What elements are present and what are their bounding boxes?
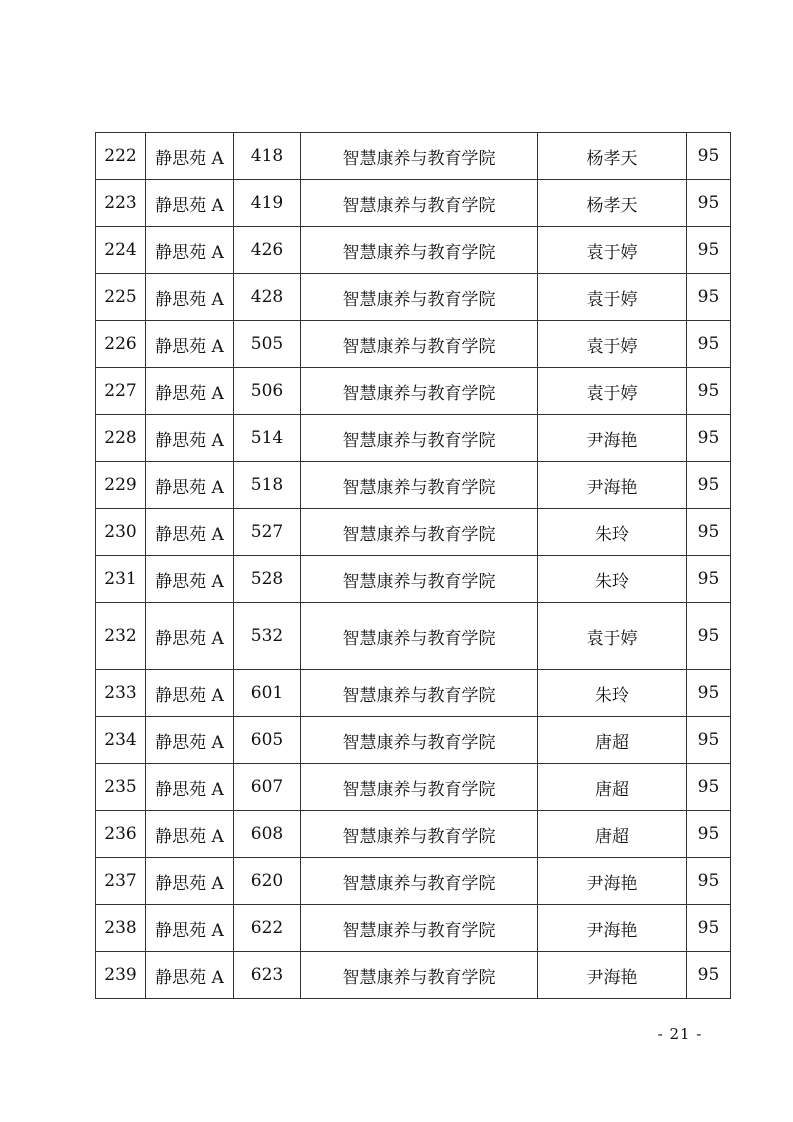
cell-person: 唐超 [538,811,687,858]
cell-number: 228 [96,415,146,462]
cell-person: 袁于婷 [538,603,687,670]
cell-building: 静思苑 A [146,670,234,717]
cell-building: 静思苑 A [146,415,234,462]
cell-score: 95 [687,368,731,415]
cell-college: 智慧康养与教育学院 [301,227,538,274]
cell-building: 静思苑 A [146,133,234,180]
cell-number: 233 [96,670,146,717]
table-row [96,952,731,999]
cell-score: 95 [687,274,731,321]
cell-building: 静思苑 A [146,603,234,670]
cell-person: 袁于婷 [538,321,687,368]
cell-room: 518 [234,462,301,509]
cell-person: 杨孝天 [538,133,687,180]
cell-room: 608 [234,811,301,858]
cell-score: 95 [687,952,731,999]
cell-person: 袁于婷 [538,227,687,274]
table-row [96,133,731,180]
table-row [96,670,731,717]
cell-number: 222 [96,133,146,180]
cell-number: 231 [96,556,146,603]
cell-room: 601 [234,670,301,717]
cell-score: 95 [687,603,731,670]
cell-person: 尹海艳 [538,952,687,999]
cell-room: 607 [234,764,301,811]
cell-college: 智慧康养与教育学院 [301,717,538,764]
cell-score: 95 [687,764,731,811]
cell-score: 95 [687,415,731,462]
table-row [96,180,731,227]
cell-score: 95 [687,717,731,764]
cell-college: 智慧康养与教育学院 [301,905,538,952]
cell-number: 239 [96,952,146,999]
cell-room: 419 [234,180,301,227]
cell-college: 智慧康养与教育学院 [301,952,538,999]
cell-college: 智慧康养与教育学院 [301,274,538,321]
cell-college: 智慧康养与教育学院 [301,462,538,509]
cell-room: 418 [234,133,301,180]
cell-building: 静思苑 A [146,764,234,811]
table-row [96,905,731,952]
table-body [96,133,731,999]
table-row [96,509,731,556]
cell-room: 514 [234,415,301,462]
table-row [96,274,731,321]
table-row [96,764,731,811]
cell-building: 静思苑 A [146,811,234,858]
cell-score: 95 [687,462,731,509]
cell-score: 95 [687,811,731,858]
cell-score: 95 [687,556,731,603]
table-row [96,556,731,603]
cell-room: 532 [234,603,301,670]
cell-building: 静思苑 A [146,509,234,556]
table-row [96,858,731,905]
cell-score: 95 [687,133,731,180]
cell-person: 朱玲 [538,509,687,556]
cell-building: 静思苑 A [146,952,234,999]
cell-building: 静思苑 A [146,180,234,227]
cell-college: 智慧康养与教育学院 [301,368,538,415]
cell-room: 623 [234,952,301,999]
table-row [96,415,731,462]
table-row [96,603,731,670]
cell-college: 智慧康养与教育学院 [301,603,538,670]
cell-number: 234 [96,717,146,764]
cell-number: 232 [96,603,146,670]
cell-person: 尹海艳 [538,415,687,462]
cell-college: 智慧康养与教育学院 [301,764,538,811]
dormitory-score-table [95,132,731,999]
cell-score: 95 [687,905,731,952]
cell-college: 智慧康养与教育学院 [301,180,538,227]
cell-building: 静思苑 A [146,905,234,952]
cell-number: 224 [96,227,146,274]
cell-room: 622 [234,905,301,952]
cell-number: 235 [96,764,146,811]
cell-building: 静思苑 A [146,227,234,274]
table-row [96,227,731,274]
cell-room: 505 [234,321,301,368]
cell-person: 朱玲 [538,556,687,603]
cell-number: 229 [96,462,146,509]
cell-building: 静思苑 A [146,274,234,321]
cell-score: 95 [687,180,731,227]
cell-number: 236 [96,811,146,858]
cell-college: 智慧康养与教育学院 [301,670,538,717]
cell-number: 230 [96,509,146,556]
cell-room: 527 [234,509,301,556]
table-row [96,811,731,858]
cell-building: 静思苑 A [146,717,234,764]
cell-score: 95 [687,227,731,274]
page-number: - 21 - [657,1025,703,1043]
cell-person: 尹海艳 [538,858,687,905]
cell-college: 智慧康养与教育学院 [301,556,538,603]
cell-person: 尹海艳 [538,905,687,952]
cell-score: 95 [687,321,731,368]
cell-number: 237 [96,858,146,905]
cell-college: 智慧康养与教育学院 [301,509,538,556]
cell-number: 223 [96,180,146,227]
cell-college: 智慧康养与教育学院 [301,811,538,858]
cell-building: 静思苑 A [146,858,234,905]
cell-number: 227 [96,368,146,415]
cell-room: 528 [234,556,301,603]
table-row [96,321,731,368]
cell-score: 95 [687,509,731,556]
cell-college: 智慧康养与教育学院 [301,415,538,462]
cell-room: 426 [234,227,301,274]
cell-building: 静思苑 A [146,462,234,509]
cell-score: 95 [687,858,731,905]
table-row [96,717,731,764]
cell-person: 袁于婷 [538,368,687,415]
cell-number: 225 [96,274,146,321]
cell-college: 智慧康养与教育学院 [301,133,538,180]
cell-number: 226 [96,321,146,368]
cell-person: 朱玲 [538,670,687,717]
cell-room: 428 [234,274,301,321]
cell-room: 506 [234,368,301,415]
cell-person: 唐超 [538,764,687,811]
cell-number: 238 [96,905,146,952]
cell-person: 唐超 [538,717,687,764]
cell-building: 静思苑 A [146,321,234,368]
cell-building: 静思苑 A [146,556,234,603]
cell-person: 杨孝天 [538,180,687,227]
cell-building: 静思苑 A [146,368,234,415]
cell-college: 智慧康养与教育学院 [301,858,538,905]
cell-room: 605 [234,717,301,764]
cell-person: 袁于婷 [538,274,687,321]
cell-college: 智慧康养与教育学院 [301,321,538,368]
cell-score: 95 [687,670,731,717]
table-row [96,368,731,415]
cell-room: 620 [234,858,301,905]
cell-person: 尹海艳 [538,462,687,509]
table-row [96,462,731,509]
